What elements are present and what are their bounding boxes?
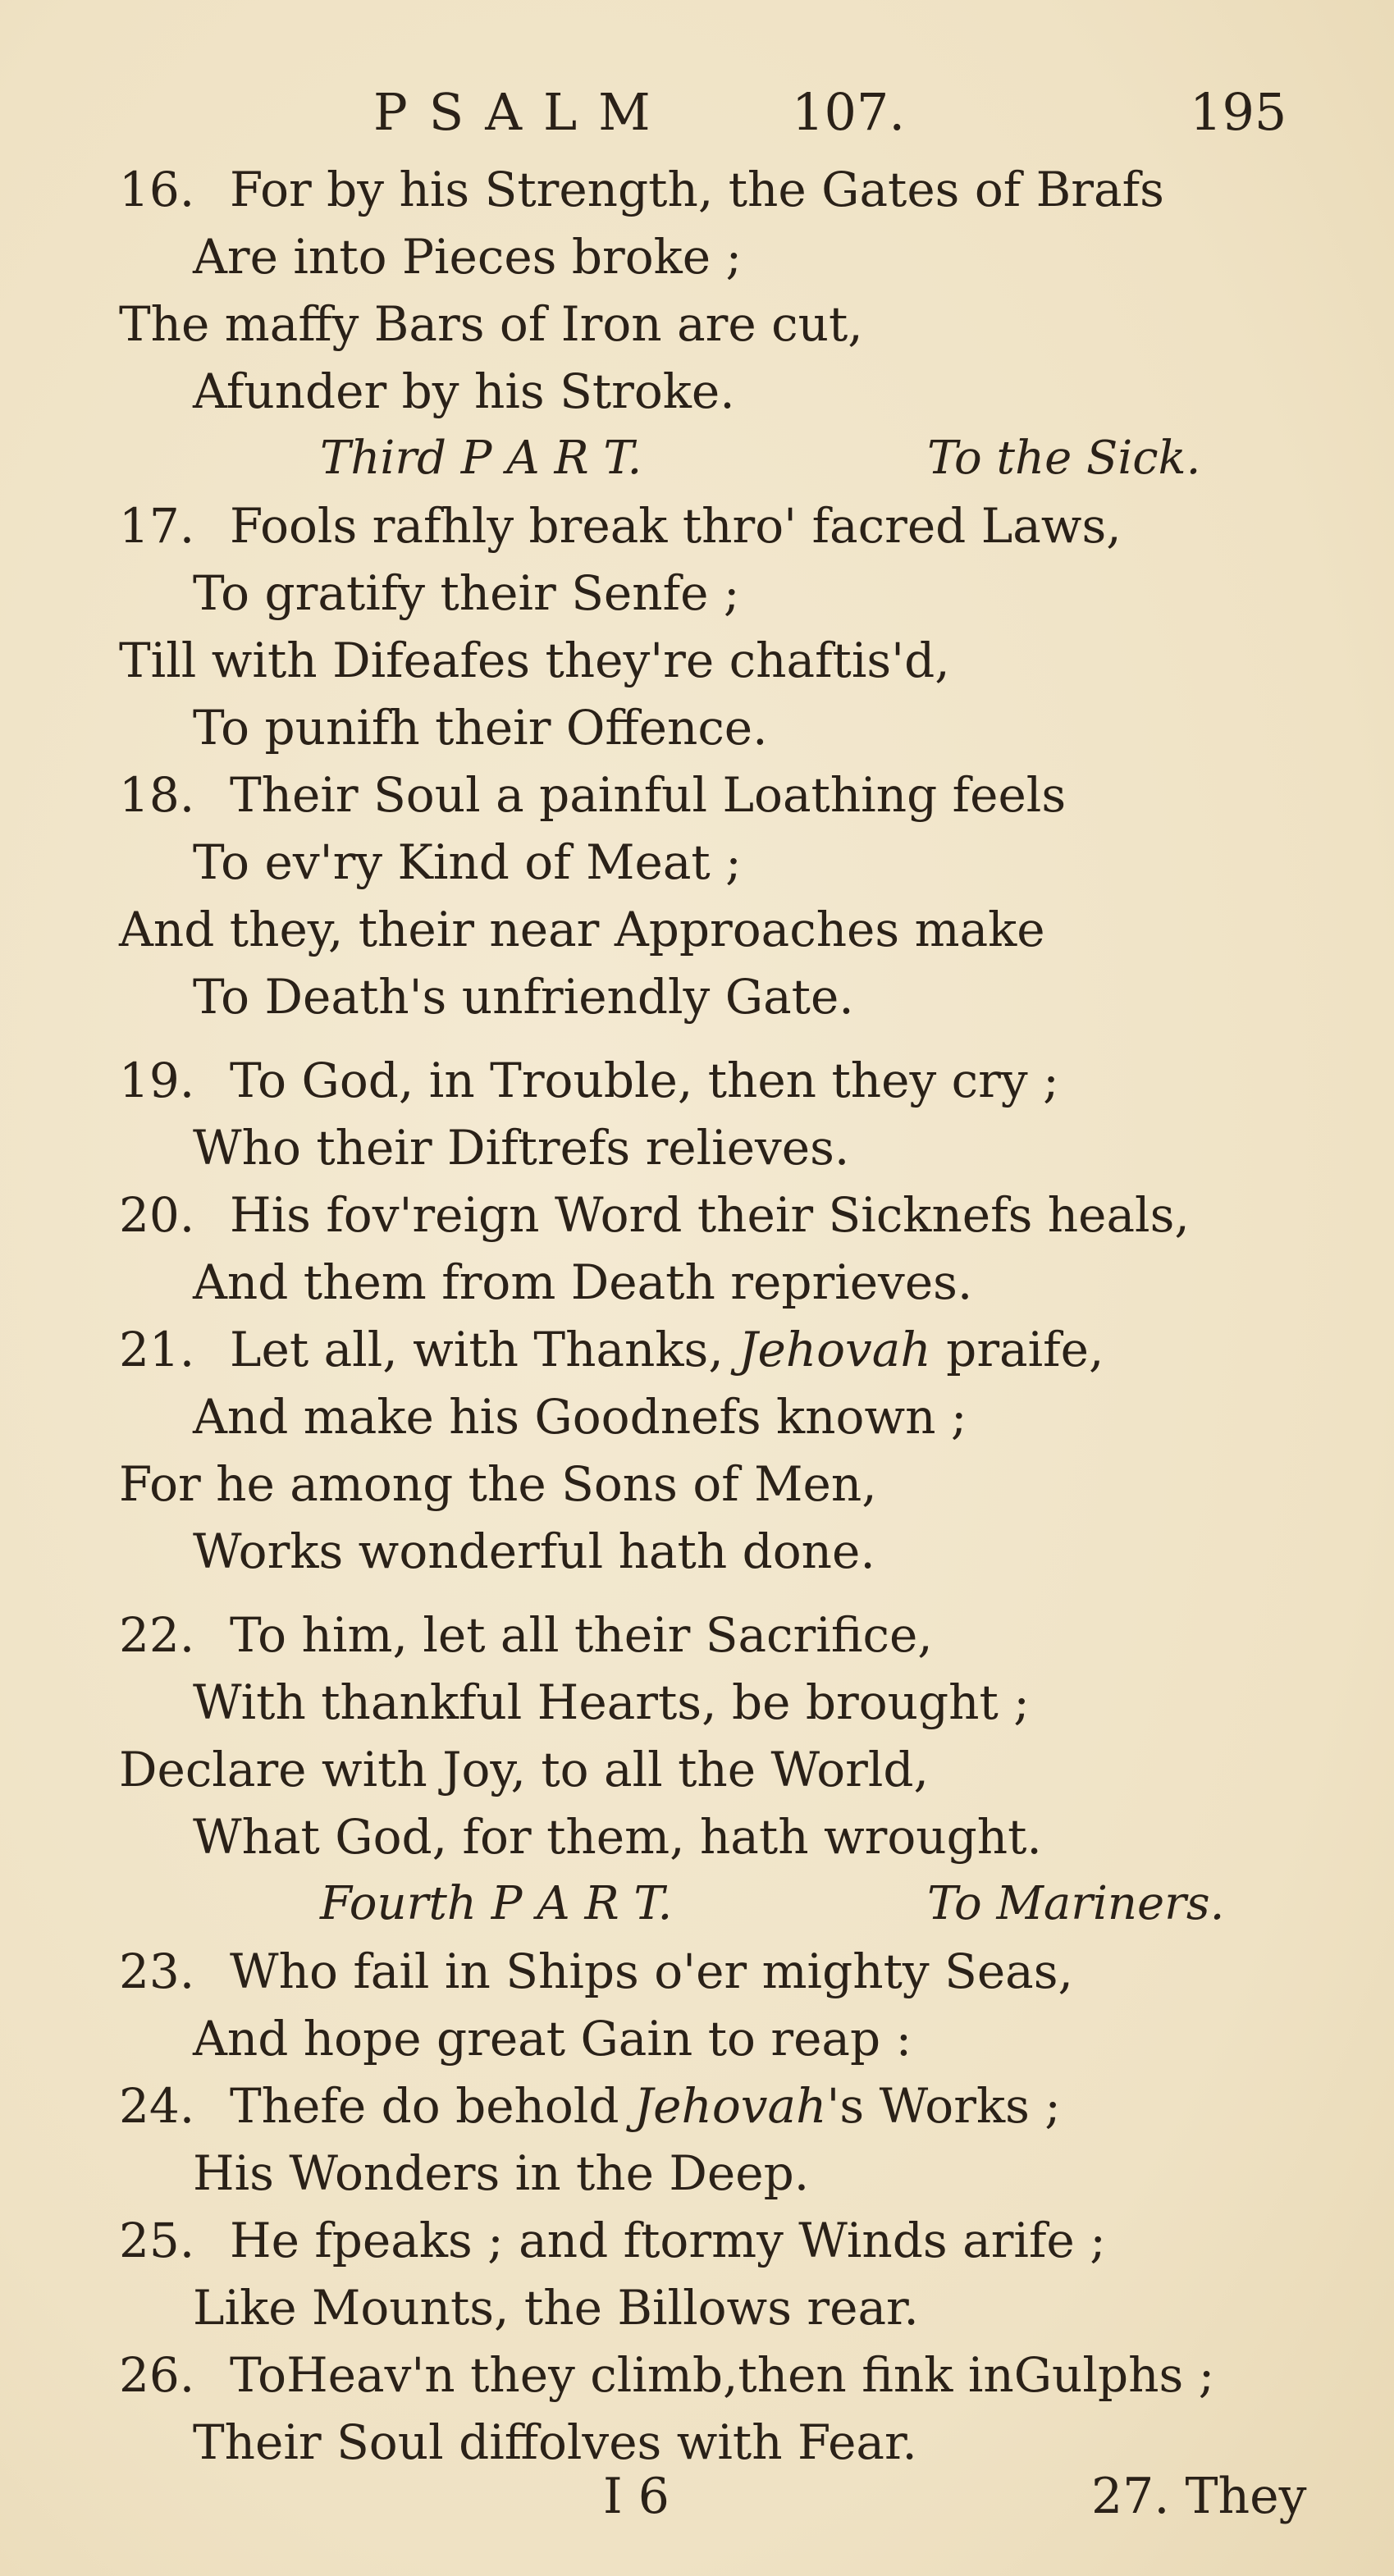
verse-number: 23. bbox=[119, 1943, 195, 1999]
verse-number: 26. bbox=[119, 2347, 195, 2403]
verse-text-italic: Jehovah bbox=[633, 2078, 827, 2134]
verse-text: And they, their near Approaches make bbox=[119, 902, 1045, 957]
verse-text: With thankful Hearts, be brought ; bbox=[193, 1674, 1030, 1730]
verse-text: And hope great Gain to reap : bbox=[193, 2011, 912, 2067]
verse-line bbox=[0, 492, 1394, 560]
verse-number: 16. bbox=[119, 162, 195, 217]
verse-text: ToHeav'n they climb,then fink inGulphs ; bbox=[230, 2347, 1215, 2403]
verse-continuation bbox=[0, 223, 1394, 290]
verse-continuation bbox=[0, 963, 1394, 1030]
verse-line bbox=[0, 1938, 1394, 2005]
page-footer bbox=[0, 2460, 1394, 2533]
verse-text: praife, bbox=[930, 1322, 1104, 1377]
part-heading bbox=[0, 425, 1394, 492]
page-number: 195 bbox=[1190, 82, 1287, 142]
verse-text: Afunder by his Stroke. bbox=[193, 363, 735, 419]
verse-continuation bbox=[0, 1114, 1394, 1181]
verse-text: Let all, with Thanks, bbox=[230, 1322, 739, 1377]
verse-number: 17. bbox=[119, 498, 195, 554]
verse-continuation bbox=[0, 1450, 1394, 1518]
verse-continuation bbox=[0, 358, 1394, 425]
verse-text: For by his Strength, the Gates of Brafs bbox=[230, 162, 1164, 217]
verse-continuation bbox=[0, 694, 1394, 761]
verse-text: To God, in Trouble, then they cry ; bbox=[230, 1053, 1059, 1108]
verse-text: Like Mounts, the Billows rear. bbox=[193, 2280, 919, 2336]
verse-text: What God, for them, hath wrought. bbox=[193, 1809, 1042, 1865]
verse-number: 25. bbox=[119, 2213, 195, 2268]
verse-text: Their Soul diffolves with Fear. bbox=[193, 2414, 917, 2470]
verse-text: Are into Pieces broke ; bbox=[193, 229, 743, 285]
verse-text: To punifh their Offence. bbox=[193, 700, 768, 756]
part-title: Fourth P A R T. bbox=[320, 1877, 673, 1930]
verse-line bbox=[0, 2341, 1394, 2409]
verse-line bbox=[0, 1316, 1394, 1383]
verse-continuation bbox=[0, 1669, 1394, 1736]
verse-line bbox=[0, 761, 1394, 829]
verse-text-italic: Jehovah bbox=[738, 1322, 931, 1377]
verse-continuation bbox=[0, 560, 1394, 627]
verse-text: The maffy Bars of Iron are cut, bbox=[119, 296, 863, 352]
signature-mark: I 6 bbox=[603, 2468, 670, 2525]
verse-number: 24. bbox=[119, 2078, 195, 2134]
verse-number: 19. bbox=[119, 1053, 195, 1108]
verse-text: To Death's unfriendly Gate. bbox=[193, 969, 854, 1025]
verse-text: For he among the Sons of Men, bbox=[119, 1456, 877, 1512]
verse-text: And them from Death reprieves. bbox=[193, 1254, 973, 1310]
part-title: Third P A R T. bbox=[320, 432, 642, 485]
verse-number: 20. bbox=[119, 1187, 195, 1243]
verse-number: 18. bbox=[119, 767, 195, 823]
verse-text: Fools rafhly break thro' facred Laws, bbox=[230, 498, 1122, 554]
verse-number: 22. bbox=[119, 1607, 195, 1663]
verse-line bbox=[0, 156, 1394, 223]
verse-text: 's Works ; bbox=[826, 2078, 1061, 2134]
verse-text: Till with Difeafes they're chaftis'd, bbox=[119, 633, 950, 688]
verse-text: Who their Diftrefs relieves. bbox=[193, 1120, 850, 1176]
verse-text: Works wonderful hath done. bbox=[193, 1523, 875, 1579]
verse-text: To him, let all their Sacrifice, bbox=[230, 1607, 933, 1663]
verse-continuation bbox=[0, 2005, 1394, 2072]
verse-continuation bbox=[0, 1736, 1394, 1803]
verse-text: To ev'ry Kind of Meat ; bbox=[193, 834, 742, 890]
verse-continuation bbox=[0, 2274, 1394, 2341]
verse-text: His Wonders in the Deep. bbox=[193, 2145, 810, 2201]
verse-text: He fpeaks ; and ftormy Winds arife ; bbox=[230, 2213, 1106, 2268]
part-audience: To the Sick. bbox=[927, 432, 1201, 485]
verse-text: Their Soul a painful Loathing feels bbox=[230, 767, 1067, 823]
verse-continuation bbox=[0, 896, 1394, 963]
part-audience: To Mariners. bbox=[927, 1877, 1225, 1930]
verse-continuation bbox=[0, 1518, 1394, 1585]
verse-text: And make his Goodnefs known ; bbox=[193, 1389, 967, 1445]
psalm-text bbox=[0, 156, 1394, 2476]
verse-text: Who fail in Ships o'er mighty Seas, bbox=[230, 1943, 1073, 1999]
psalm-number: 107. bbox=[792, 82, 906, 142]
verse-text: To gratify their Senfe ; bbox=[193, 565, 740, 621]
verse-continuation bbox=[0, 829, 1394, 896]
verse-line bbox=[0, 2207, 1394, 2274]
verse-number: 21. bbox=[119, 1322, 195, 1377]
verse-continuation bbox=[0, 1803, 1394, 1870]
catchword: 27. They bbox=[1091, 2468, 1307, 2525]
verse-text: Declare with Joy, to all the World, bbox=[119, 1742, 929, 1797]
verse-text: Thefe do behold bbox=[230, 2078, 634, 2134]
header-title: PSALM bbox=[373, 82, 672, 142]
verse-line bbox=[0, 2072, 1394, 2140]
running-header bbox=[0, 75, 1394, 149]
part-heading bbox=[0, 1870, 1394, 1938]
verse-text: His fov'reign Word their Sicknefs heals, bbox=[230, 1187, 1190, 1243]
verse-line bbox=[0, 1181, 1394, 1249]
verse-continuation bbox=[0, 627, 1394, 694]
verse-line bbox=[0, 1047, 1394, 1114]
verse-continuation bbox=[0, 1383, 1394, 1450]
verse-continuation bbox=[0, 290, 1394, 358]
verse-continuation bbox=[0, 2140, 1394, 2207]
verse-continuation bbox=[0, 1249, 1394, 1316]
verse-line bbox=[0, 1601, 1394, 1669]
